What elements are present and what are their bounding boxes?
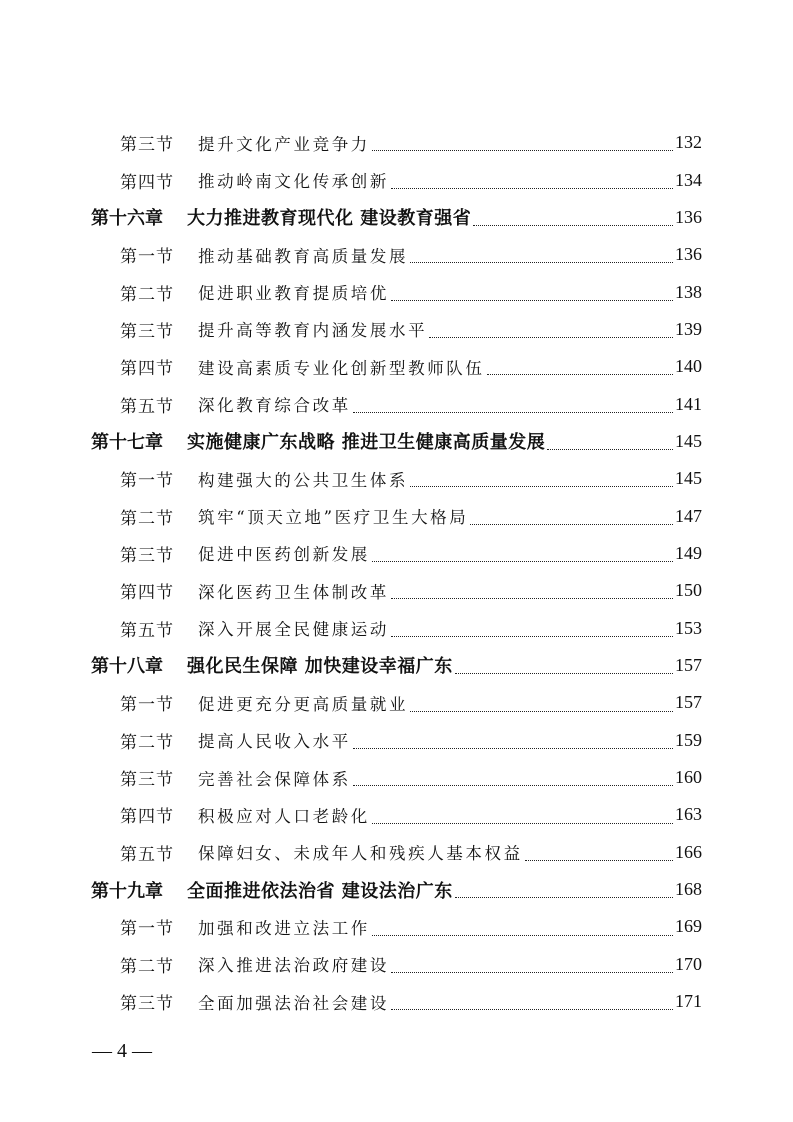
toc-entry-number: 第三节 — [120, 545, 174, 566]
dot-leader — [372, 560, 673, 562]
dot-leader — [391, 971, 673, 973]
toc-entry-page-number: 139 — [675, 318, 702, 339]
dot-leader — [372, 149, 673, 151]
toc-entry-title: 实施健康广东战略 推进卫生健康高质量发展 — [187, 432, 546, 454]
toc-entry-number: 第三节 — [120, 770, 174, 791]
dot-leader — [547, 448, 673, 450]
toc-entry-page-number: 153 — [675, 617, 702, 638]
toc-entry-page-number: 145 — [675, 430, 702, 451]
toc-entry-number: 第一节 — [120, 695, 174, 716]
toc-section-entry[interactable] — [0, 684, 793, 721]
toc-section-entry[interactable] — [0, 983, 793, 1020]
toc-section-entry[interactable] — [0, 834, 793, 871]
dot-leader — [410, 261, 673, 263]
toc-entry-page-number: 136 — [675, 206, 702, 227]
toc-entry-page-number: 149 — [675, 542, 702, 563]
toc-entry-title: 提升文化产业竞争力 — [198, 134, 370, 154]
toc-entry-number: 第四节 — [120, 359, 174, 380]
toc-entry-number: 第五节 — [120, 620, 174, 641]
toc-section-entry[interactable] — [0, 535, 793, 572]
dot-leader — [372, 822, 673, 824]
toc-entry-page-number: 168 — [675, 879, 702, 900]
page-number-footer: — 4 — — [92, 1040, 152, 1062]
toc-entry-number: 第十九章 — [91, 880, 163, 902]
toc-entry-title: 全面加强法治社会建设 — [198, 993, 389, 1013]
toc-chapter-entry[interactable] — [0, 423, 793, 460]
toc-section-entry[interactable] — [0, 273, 793, 310]
toc-entry-title: 筑牢“顶天立地”医疗卫生大格局 — [198, 508, 469, 528]
toc-entry-number: 第十七章 — [91, 432, 163, 454]
toc-entry-page-number: 136 — [675, 244, 702, 265]
toc-section-entry[interactable] — [0, 572, 793, 609]
toc-entry-title: 深化医药卫生体制改革 — [198, 582, 389, 602]
toc-chapter-entry[interactable] — [0, 871, 793, 908]
toc-entry-title: 提升高等教育内涵发展水平 — [198, 321, 428, 341]
toc-entry-page-number: 141 — [675, 393, 702, 414]
toc-section-entry[interactable] — [0, 908, 793, 945]
toc-section-entry[interactable] — [0, 161, 793, 198]
toc-entry-page-number: 163 — [675, 804, 702, 825]
dot-leader — [455, 896, 673, 898]
toc-entry-number: 第一节 — [120, 471, 174, 492]
toc-entry-number: 第二节 — [120, 956, 174, 977]
toc-section-entry[interactable] — [0, 311, 793, 348]
toc-section-entry[interactable] — [0, 759, 793, 796]
toc-section-entry[interactable] — [0, 124, 793, 161]
toc-section-entry[interactable] — [0, 796, 793, 833]
dot-leader — [372, 934, 673, 936]
toc-section-entry[interactable] — [0, 460, 793, 497]
toc-entry-title: 建设高素质专业化创新型教师队伍 — [198, 358, 485, 378]
toc-entry-page-number: 159 — [675, 729, 702, 750]
toc-entry-page-number: 169 — [675, 916, 702, 937]
toc-entry-number: 第三节 — [120, 135, 174, 156]
toc-entry-title: 促进更充分更高质量就业 — [198, 694, 409, 714]
toc-entry-title: 强化民生保障 加快建设幸福广东 — [187, 656, 453, 678]
toc-entry-number: 第一节 — [120, 919, 174, 940]
toc-entry-title: 推动岭南文化传承创新 — [198, 172, 389, 192]
toc-chapter-entry[interactable] — [0, 647, 793, 684]
dot-leader — [391, 597, 673, 599]
toc-section-entry[interactable] — [0, 385, 793, 422]
toc-entry-title: 提高人民收入水平 — [198, 732, 351, 752]
toc-entry-number: 第十八章 — [91, 656, 163, 678]
toc-entry-title: 推动基础教育高质量发展 — [198, 246, 409, 266]
toc-section-entry[interactable] — [0, 348, 793, 385]
toc-section-entry[interactable] — [0, 609, 793, 646]
toc-entry-number: 第四节 — [120, 583, 174, 604]
toc-section-entry[interactable] — [0, 236, 793, 273]
toc-entry-title: 加强和改进立法工作 — [198, 918, 370, 938]
toc-section-entry[interactable] — [0, 722, 793, 759]
toc-entry-title: 深入开展全民健康运动 — [198, 620, 389, 640]
toc-entry-number: 第二节 — [120, 508, 174, 529]
dot-leader — [391, 187, 673, 189]
dot-leader — [353, 784, 673, 786]
dot-leader — [391, 635, 673, 637]
toc-entry-number: 第三节 — [120, 994, 174, 1015]
toc-entry-title: 深化教育综合改革 — [198, 396, 351, 416]
toc-entry-page-number: 145 — [675, 468, 702, 489]
toc-section-entry[interactable] — [0, 946, 793, 983]
dot-leader — [470, 523, 673, 525]
toc-entry-page-number: 134 — [675, 169, 702, 190]
toc-entry-number: 第四节 — [120, 172, 174, 193]
dot-leader — [525, 859, 673, 861]
dot-leader — [455, 672, 673, 674]
dot-leader — [410, 485, 673, 487]
dot-leader — [391, 1008, 673, 1010]
toc-entry-page-number: 166 — [675, 841, 702, 862]
toc-entry-title: 保障妇女、未成年人和残疾人基本权益 — [198, 844, 523, 864]
table-of-contents — [0, 124, 793, 1020]
toc-entry-number: 第一节 — [120, 247, 174, 268]
toc-entry-title: 构建强大的公共卫生体系 — [198, 470, 409, 490]
toc-entry-page-number: 132 — [675, 132, 702, 153]
dot-leader — [473, 224, 673, 226]
toc-entry-title: 促进职业教育提质培优 — [198, 284, 389, 304]
toc-entry-number: 第五节 — [120, 396, 174, 417]
toc-entry-title: 大力推进教育现代化 建设教育强省 — [187, 208, 472, 230]
toc-entry-page-number: 160 — [675, 767, 702, 788]
toc-entry-number: 第五节 — [120, 844, 174, 865]
dot-leader — [429, 336, 673, 338]
toc-entry-page-number: 140 — [675, 356, 702, 377]
toc-entry-title: 促进中医药创新发展 — [198, 545, 370, 565]
toc-entry-title: 积极应对人口老龄化 — [198, 806, 370, 826]
toc-entry-page-number: 150 — [675, 580, 702, 601]
toc-entry-number: 第十六章 — [91, 208, 163, 230]
toc-entry-number: 第二节 — [120, 284, 174, 305]
dot-leader — [391, 299, 673, 301]
toc-chapter-entry[interactable] — [0, 199, 793, 236]
toc-entry-page-number: 138 — [675, 281, 702, 302]
toc-entry-title: 深入推进法治政府建设 — [198, 956, 389, 976]
toc-entry-number: 第三节 — [120, 321, 174, 342]
toc-section-entry[interactable] — [0, 497, 793, 534]
dot-leader — [410, 710, 673, 712]
dot-leader — [487, 373, 674, 375]
toc-entry-title: 全面推进依法治省 建设法治广东 — [187, 880, 453, 902]
toc-entry-page-number: 147 — [675, 505, 702, 526]
toc-entry-page-number: 170 — [675, 953, 702, 974]
toc-entry-title: 完善社会保障体系 — [198, 769, 351, 789]
toc-entry-number: 第二节 — [120, 732, 174, 753]
toc-entry-page-number: 157 — [675, 654, 702, 675]
dot-leader — [353, 411, 673, 413]
toc-entry-page-number: 171 — [675, 991, 702, 1012]
dot-leader — [353, 747, 673, 749]
toc-entry-number: 第四节 — [120, 807, 174, 828]
toc-entry-page-number: 157 — [675, 692, 702, 713]
